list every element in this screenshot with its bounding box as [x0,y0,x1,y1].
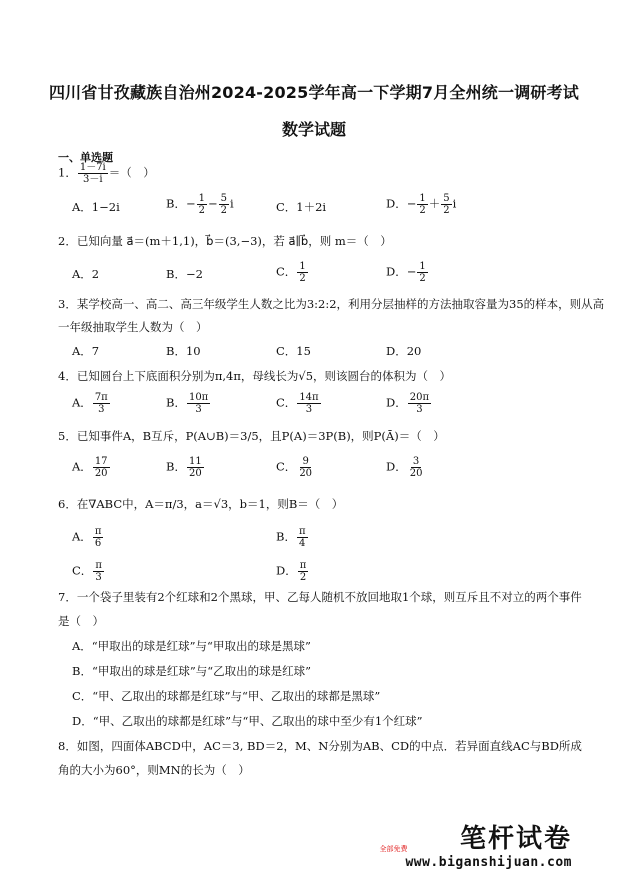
question-8-line-1: 8．如图，四面体ABCD中，AC＝3, BD＝2，M、N分别为AB、CD的中点．若异面直线AC与BD所成 [58,739,582,753]
watermark-badge: 全部免费 [379,845,408,853]
q4-option-c: C． $\frac{14\pi}{3}$ [276,392,319,415]
q2-option-c: C． $\frac{1}{2}$ [276,261,306,284]
q4-option-a: A． $\frac{7\pi}{3}$ [72,392,108,415]
q1-option-c: C．1＋2i [276,200,327,214]
q7-option-b: B．“甲取出的球是红球”与“乙取出的球是红球” [72,664,311,678]
question-7-line-2: 是（ ） [58,614,104,628]
q4-option-b: B． $\frac{10\pi}{3}$ [166,392,209,415]
q5-option-b: B． $\frac{11}{20}$ [166,456,202,479]
q7-option-d: D．“甲、乙取出的球都是红球”与“甲、乙取出的球中至少有1个红球” [72,714,423,728]
exam-title: 四川省甘孜藏族自治州2024-2025学年高一下学期7月全州统一调研考试 [48,83,580,102]
q6-option-b: B． $\frac{\pi}{4}$ [276,526,306,549]
question-8-line-2: 角的大小为60°，则MN的长为（ ） [58,763,250,777]
q1-option-b: B．− $\frac{1}{2}$ − $\frac{5}{2}$ i [166,193,234,216]
question-2: 2．已知向量 a⃗＝(m＋1,1)，b⃗＝(3,−3)，若 a⃗∥b⃗，则 m＝（ ） [58,234,392,248]
q5-option-d: D． $\frac{3}{20}$ [386,456,423,479]
q5-option-a: A． $\frac{17}{20}$ [72,456,108,479]
section-heading: 一、单选题 [58,151,113,164]
q2-option-b: B．−2 [166,267,203,281]
q4-option-d: D． $\frac{20\pi}{3}$ [386,392,430,415]
q3-option-b: B．10 [166,344,201,358]
question-5: 5．已知事件A，B互斥，P(A∪B)＝3/5，且P(A)＝3P(B)，则P(Ā)＝（ ） [58,429,445,443]
watermark-title: 笔杆试卷 [459,824,572,854]
q1-option-a: A．1−2i [72,200,120,214]
q2-option-a: A．2 [72,267,100,281]
q3-option-c: C．15 [276,344,311,358]
question-7-line-1: 7．一个袋子里装有2个红球和2个黑球，甲、乙每人随机不放回地取1个球，则互斥且不对立的两个事件 [58,590,582,604]
exam-subtitle: 数学试题 [281,120,346,139]
question-3-line-1: 3．某学校高一、高二、高三年级学生人数之比为3:2:2，利用分层抽样的方法抽取容量为35的样本，则从高 [58,297,605,311]
question-6: 6．在∇ABC中，A＝π/3，a＝√3，b＝1，则B＝（ ） [58,497,344,511]
q3-option-a: A．7 [72,344,100,358]
q6-option-c: C． $\frac{\pi}{3}$ [72,560,102,583]
q7-option-a: A．“甲取出的球是红球”与“甲取出的球是黑球” [72,639,311,653]
q6-option-a: A． $\frac{\pi}{6}$ [72,526,102,549]
q2-option-d: D．− $\frac{1}{2}$ [386,261,426,284]
question-4: 4．已知圆台上下底面积分别为π,4π，母线长为√5，则该圆台的体积为（ ） [58,369,452,383]
question-1: 1． $\frac{1-7i}{3-i}$ ＝（ ） [58,162,155,185]
watermark [379,818,572,870]
watermark-url: www.biganshijuan.com [405,855,572,870]
q5-option-c: C． $\frac{9}{20}$ [276,456,313,479]
q3-option-d: D．20 [386,344,422,358]
question-3-line-2: 一年级抽取学生人数为（ ） [58,320,208,334]
q6-option-d: D． $\frac{\pi}{2}$ [276,560,307,583]
q1-option-d: D．− $\frac{1}{2}$ ＋ $\frac{5}{2}$ i [386,193,457,216]
q7-option-c: C．“甲、乙取出的球都是红球”与“甲、乙取出的球都是黑球” [72,689,381,703]
